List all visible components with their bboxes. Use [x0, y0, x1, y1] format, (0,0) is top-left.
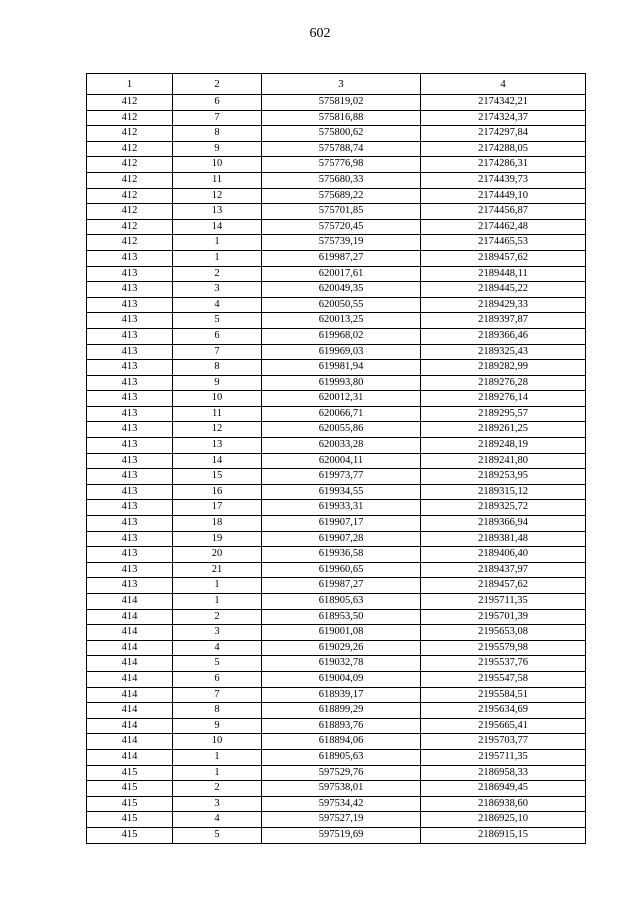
cell-point: 3 — [173, 625, 262, 641]
column-header-1: 1 — [87, 74, 173, 95]
table-row — [87, 141, 586, 157]
cell-x: 619993,80 — [262, 375, 421, 391]
table-row — [87, 718, 586, 734]
cell-y: 2189366,94 — [421, 516, 586, 532]
cell-point: 2 — [173, 266, 262, 282]
cell-y: 2195701,39 — [421, 609, 586, 625]
cell-section: 413 — [87, 500, 173, 516]
cell-point: 17 — [173, 500, 262, 516]
cell-y: 2189445,22 — [421, 282, 586, 298]
table-row — [87, 734, 586, 750]
cell-x: 620050,55 — [262, 297, 421, 313]
cell-x: 620004,11 — [262, 453, 421, 469]
cell-x: 619973,77 — [262, 469, 421, 485]
table-row — [87, 313, 586, 329]
cell-section: 412 — [87, 204, 173, 220]
cell-point: 1 — [173, 578, 262, 594]
cell-section: 412 — [87, 172, 173, 188]
cell-y: 2174286,31 — [421, 157, 586, 173]
cell-section: 414 — [87, 703, 173, 719]
table-row — [87, 827, 586, 843]
cell-point: 7 — [173, 110, 262, 126]
cell-x: 620033,28 — [262, 438, 421, 454]
cell-point: 12 — [173, 188, 262, 204]
cell-x: 620049,35 — [262, 282, 421, 298]
cell-point: 11 — [173, 406, 262, 422]
cell-section: 413 — [87, 313, 173, 329]
cell-y: 2195634,69 — [421, 703, 586, 719]
cell-y: 2189241,80 — [421, 453, 586, 469]
table-row — [87, 640, 586, 656]
table-row — [87, 282, 586, 298]
table-row — [87, 250, 586, 266]
cell-y: 2174297,84 — [421, 126, 586, 142]
cell-point: 13 — [173, 204, 262, 220]
cell-x: 619933,31 — [262, 500, 421, 516]
cell-section: 413 — [87, 516, 173, 532]
table-row — [87, 469, 586, 485]
cell-point: 14 — [173, 219, 262, 235]
cell-section: 413 — [87, 547, 173, 563]
cell-point: 8 — [173, 360, 262, 376]
cell-x: 575800,62 — [262, 126, 421, 142]
cell-point: 13 — [173, 438, 262, 454]
table-row — [87, 328, 586, 344]
cell-y: 2189325,72 — [421, 500, 586, 516]
cell-x: 619032,78 — [262, 656, 421, 672]
cell-x: 620013,25 — [262, 313, 421, 329]
cell-y: 2189261,25 — [421, 422, 586, 438]
cell-section: 414 — [87, 609, 173, 625]
cell-y: 2186958,33 — [421, 765, 586, 781]
cell-section: 413 — [87, 438, 173, 454]
cell-y: 2195537,76 — [421, 656, 586, 672]
cell-x: 619969,03 — [262, 344, 421, 360]
table-row — [87, 671, 586, 687]
cell-point: 11 — [173, 172, 262, 188]
cell-section: 414 — [87, 594, 173, 610]
cell-point: 9 — [173, 141, 262, 157]
cell-y: 2174342,21 — [421, 95, 586, 111]
column-header-4: 4 — [421, 74, 586, 95]
cell-point: 1 — [173, 235, 262, 251]
cell-y: 2189457,62 — [421, 578, 586, 594]
table-row — [87, 344, 586, 360]
cell-section: 413 — [87, 297, 173, 313]
cell-x: 618893,76 — [262, 718, 421, 734]
cell-section: 414 — [87, 625, 173, 641]
table-row — [87, 531, 586, 547]
table-row — [87, 500, 586, 516]
cell-x: 620066,71 — [262, 406, 421, 422]
cell-y: 2195579,98 — [421, 640, 586, 656]
cell-section: 413 — [87, 406, 173, 422]
cell-x: 619907,28 — [262, 531, 421, 547]
cell-x: 619029,26 — [262, 640, 421, 656]
table-row — [87, 484, 586, 500]
cell-point: 6 — [173, 95, 262, 111]
cell-point: 7 — [173, 687, 262, 703]
table-row — [87, 516, 586, 532]
cell-point: 5 — [173, 827, 262, 843]
cell-x: 597527,19 — [262, 812, 421, 828]
cell-point: 4 — [173, 812, 262, 828]
cell-point: 5 — [173, 313, 262, 329]
cell-section: 414 — [87, 640, 173, 656]
table-row — [87, 391, 586, 407]
cell-point: 9 — [173, 375, 262, 391]
cell-y: 2174288,05 — [421, 141, 586, 157]
cell-point: 4 — [173, 297, 262, 313]
cell-point: 1 — [173, 250, 262, 266]
cell-point: 6 — [173, 671, 262, 687]
cell-point: 2 — [173, 781, 262, 797]
cell-point: 19 — [173, 531, 262, 547]
table-row — [87, 547, 586, 563]
cell-point: 1 — [173, 594, 262, 610]
cell-y: 2189315,12 — [421, 484, 586, 500]
cell-point: 8 — [173, 703, 262, 719]
cell-point: 1 — [173, 765, 262, 781]
table-row — [87, 765, 586, 781]
table-row — [87, 687, 586, 703]
cell-section: 413 — [87, 531, 173, 547]
cell-y: 2174324,37 — [421, 110, 586, 126]
cell-y: 2189325,43 — [421, 344, 586, 360]
cell-y: 2195665,41 — [421, 718, 586, 734]
cell-section: 413 — [87, 250, 173, 266]
table-row — [87, 172, 586, 188]
cell-y: 2189381,48 — [421, 531, 586, 547]
table-header — [87, 74, 586, 95]
table-row — [87, 360, 586, 376]
table-row — [87, 266, 586, 282]
cell-y: 2189253,95 — [421, 469, 586, 485]
cell-y: 2174465,53 — [421, 235, 586, 251]
cell-section: 415 — [87, 827, 173, 843]
table-row — [87, 703, 586, 719]
column-header-2: 2 — [173, 74, 262, 95]
cell-x: 618894,06 — [262, 734, 421, 750]
cell-point: 14 — [173, 453, 262, 469]
cell-y: 2189437,97 — [421, 562, 586, 578]
cell-section: 412 — [87, 95, 173, 111]
table-row — [87, 438, 586, 454]
cell-section: 412 — [87, 188, 173, 204]
table-row — [87, 95, 586, 111]
cell-point: 12 — [173, 422, 262, 438]
cell-y: 2195547,58 — [421, 671, 586, 687]
cell-x: 575689,22 — [262, 188, 421, 204]
cell-section: 412 — [87, 157, 173, 173]
column-header-3: 3 — [262, 74, 421, 95]
cell-x: 619960,65 — [262, 562, 421, 578]
table-row — [87, 656, 586, 672]
page-number: 602 — [309, 26, 331, 41]
cell-y: 2174439,73 — [421, 172, 586, 188]
cell-x: 575720,45 — [262, 219, 421, 235]
cell-point: 20 — [173, 547, 262, 563]
cell-point: 10 — [173, 391, 262, 407]
table-row — [87, 796, 586, 812]
cell-x: 619936,58 — [262, 547, 421, 563]
cell-y: 2189457,62 — [421, 250, 586, 266]
cell-x: 618899,29 — [262, 703, 421, 719]
cell-point: 15 — [173, 469, 262, 485]
table-row — [87, 453, 586, 469]
cell-y: 2189366,46 — [421, 328, 586, 344]
table-row — [87, 235, 586, 251]
cell-point: 3 — [173, 796, 262, 812]
table-row — [87, 578, 586, 594]
cell-x: 575739,19 — [262, 235, 421, 251]
cell-point: 18 — [173, 516, 262, 532]
cell-section: 415 — [87, 781, 173, 797]
cell-point: 16 — [173, 484, 262, 500]
cell-point: 1 — [173, 749, 262, 765]
table-row — [87, 406, 586, 422]
cell-point: 7 — [173, 344, 262, 360]
cell-y: 2189429,33 — [421, 297, 586, 313]
cell-x: 619934,55 — [262, 484, 421, 500]
cell-x: 619981,94 — [262, 360, 421, 376]
cell-section: 415 — [87, 796, 173, 812]
cell-x: 575776,98 — [262, 157, 421, 173]
cell-point: 4 — [173, 640, 262, 656]
cell-x: 619987,27 — [262, 578, 421, 594]
cell-section: 413 — [87, 422, 173, 438]
cell-section: 413 — [87, 328, 173, 344]
cell-section: 413 — [87, 391, 173, 407]
cell-x: 575680,33 — [262, 172, 421, 188]
cell-x: 620017,61 — [262, 266, 421, 282]
cell-section: 412 — [87, 141, 173, 157]
table-body — [87, 95, 586, 844]
table-row — [87, 749, 586, 765]
cell-section: 415 — [87, 765, 173, 781]
header-row — [87, 74, 586, 95]
cell-x: 575819,02 — [262, 95, 421, 111]
cell-section: 413 — [87, 578, 173, 594]
cell-y: 2189276,28 — [421, 375, 586, 391]
cell-point: 3 — [173, 282, 262, 298]
cell-section: 413 — [87, 453, 173, 469]
cell-y: 2189248,19 — [421, 438, 586, 454]
cell-x: 619001,08 — [262, 625, 421, 641]
cell-x: 618905,63 — [262, 594, 421, 610]
cell-x: 618953,50 — [262, 609, 421, 625]
cell-section: 413 — [87, 282, 173, 298]
cell-point: 10 — [173, 157, 262, 173]
table-row — [87, 204, 586, 220]
table-row — [87, 126, 586, 142]
cell-point: 8 — [173, 126, 262, 142]
table-row — [87, 422, 586, 438]
cell-y: 2195711,35 — [421, 594, 586, 610]
cell-y: 2174449,10 — [421, 188, 586, 204]
cell-y: 2186915,15 — [421, 827, 586, 843]
cell-y: 2189448,11 — [421, 266, 586, 282]
cell-section: 412 — [87, 219, 173, 235]
cell-x: 618939,17 — [262, 687, 421, 703]
cell-section: 414 — [87, 734, 173, 750]
cell-point: 21 — [173, 562, 262, 578]
cell-section: 413 — [87, 562, 173, 578]
cell-y: 2195653,08 — [421, 625, 586, 641]
cell-point: 10 — [173, 734, 262, 750]
cell-point: 9 — [173, 718, 262, 734]
cell-section: 414 — [87, 687, 173, 703]
cell-y: 2189295,57 — [421, 406, 586, 422]
cell-section: 413 — [87, 266, 173, 282]
cell-y: 2195584,51 — [421, 687, 586, 703]
cell-x: 597534,42 — [262, 796, 421, 812]
table-row — [87, 625, 586, 641]
cell-x: 597538,01 — [262, 781, 421, 797]
table-row — [87, 562, 586, 578]
cell-point: 6 — [173, 328, 262, 344]
cell-x: 619004,09 — [262, 671, 421, 687]
cell-y: 2186938,60 — [421, 796, 586, 812]
cell-section: 413 — [87, 375, 173, 391]
table-row — [87, 781, 586, 797]
cell-point: 5 — [173, 656, 262, 672]
cell-x: 619968,02 — [262, 328, 421, 344]
cell-x: 575701,85 — [262, 204, 421, 220]
cell-x: 619987,27 — [262, 250, 421, 266]
cell-y: 2195703,77 — [421, 734, 586, 750]
cell-section: 414 — [87, 671, 173, 687]
cell-point: 2 — [173, 609, 262, 625]
cell-section: 412 — [87, 126, 173, 142]
cell-y: 2186949,45 — [421, 781, 586, 797]
cell-x: 620055,86 — [262, 422, 421, 438]
cell-y: 2195711,35 — [421, 749, 586, 765]
cell-section: 414 — [87, 749, 173, 765]
cell-x: 597519,69 — [262, 827, 421, 843]
table-row — [87, 157, 586, 173]
table-row — [87, 594, 586, 610]
cell-y: 2189406,40 — [421, 547, 586, 563]
cell-x: 619907,17 — [262, 516, 421, 532]
cell-section: 413 — [87, 469, 173, 485]
cell-y: 2189276,14 — [421, 391, 586, 407]
table-row — [87, 110, 586, 126]
cell-x: 618905,63 — [262, 749, 421, 765]
table-row — [87, 609, 586, 625]
cell-y: 2174456,87 — [421, 204, 586, 220]
table-row — [87, 375, 586, 391]
cell-section: 415 — [87, 812, 173, 828]
cell-y: 2186925,10 — [421, 812, 586, 828]
cell-x: 597529,76 — [262, 765, 421, 781]
table-row — [87, 219, 586, 235]
coordinates-table — [86, 73, 586, 844]
cell-section: 413 — [87, 344, 173, 360]
cell-x: 575816,88 — [262, 110, 421, 126]
cell-section: 413 — [87, 484, 173, 500]
table-row — [87, 297, 586, 313]
cell-x: 575788,74 — [262, 141, 421, 157]
cell-y: 2189397,87 — [421, 313, 586, 329]
cell-section: 414 — [87, 718, 173, 734]
cell-y: 2174462,48 — [421, 219, 586, 235]
cell-section: 413 — [87, 360, 173, 376]
cell-y: 2189282,99 — [421, 360, 586, 376]
table-row — [87, 812, 586, 828]
cell-x: 620012,31 — [262, 391, 421, 407]
cell-section: 412 — [87, 235, 173, 251]
cell-section: 412 — [87, 110, 173, 126]
table-row — [87, 188, 586, 204]
cell-section: 414 — [87, 656, 173, 672]
